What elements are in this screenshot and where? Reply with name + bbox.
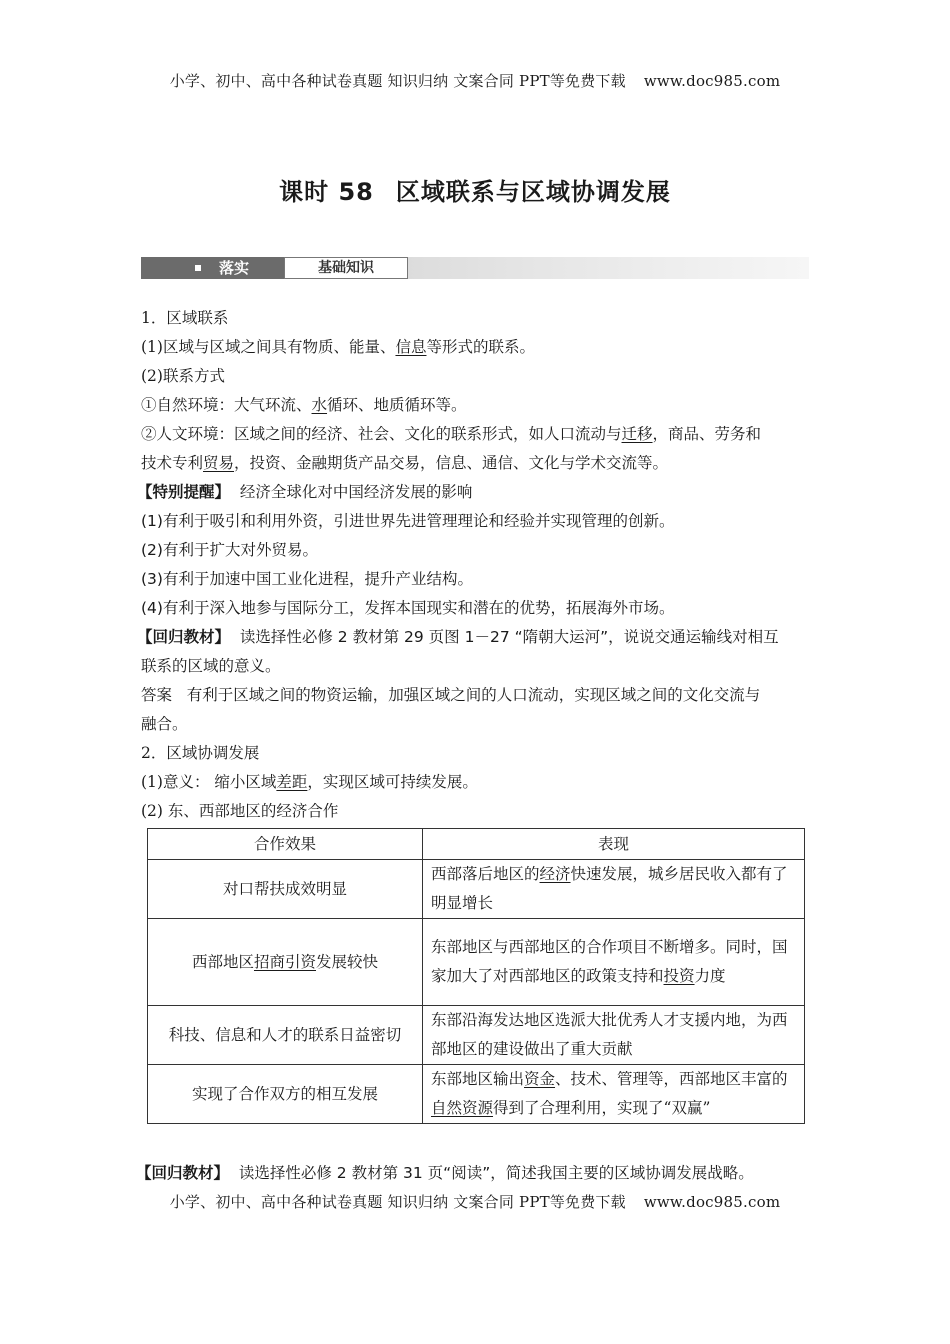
- section1-para2: (2)联系方式: [141, 367, 225, 385]
- main-content: [137, 304, 811, 1124]
- section1-para1: (1)区域与区域之间具有物质、能量、信息等形式的联系。: [141, 338, 535, 356]
- description-cell: 东部地区输出资金、技术、管理等，西部地区丰富的自然资源得到了合理利用，实现了“双赢”: [423, 1065, 805, 1124]
- table-header-row: [148, 829, 805, 860]
- tip-heading: [137, 478, 811, 507]
- tip-label: 【特别提醒】: [137, 483, 231, 501]
- cooperation-table: [147, 828, 805, 1124]
- effect-cell: 科技、信息和人才的联系日益密切: [148, 1006, 423, 1065]
- footer-text: 小学、初中、高中各种试卷真题 知识归纳 文案合同 PPT等免费下载: [169, 1193, 626, 1211]
- description-cell: 东部沿海发达地区选派大批优秀人才支援内地，为西部地区的建设做出了重大贡献: [423, 1006, 805, 1065]
- review1-label: 【回归教材】: [137, 628, 231, 646]
- effect-cell: 对口帮扶成效明显: [148, 860, 423, 919]
- review1-question-cont: 联系的区域的意义。: [141, 657, 281, 675]
- tip-item: (1)有利于吸引和利用外资，引进世界先进管理理论和经验并实现管理的创新。: [141, 512, 675, 530]
- review1-question: 【回归教材】 读选择性必修 2 教材第 29 页图 1－27 “隋朝大运河”，说说交通运输线对相互: [137, 628, 779, 646]
- square-bullet-icon: [195, 265, 201, 271]
- header-url[interactable]: www.doc985.com: [643, 72, 781, 90]
- table-row: [148, 860, 805, 919]
- table-row: [148, 1065, 805, 1124]
- section-banner: [141, 257, 809, 279]
- table-header-cell: 表现: [423, 829, 805, 860]
- page-footer: [0, 1191, 950, 1212]
- banner-light-label: 基础知识: [284, 257, 408, 279]
- tip-item: (2)有利于扩大对外贸易。: [141, 541, 318, 559]
- section1-heading: 1．区域联系: [141, 309, 229, 327]
- tip-item: (4)有利于深入地参与国际分工，发挥本国现实和潜在的优势，拓展海外市场。: [141, 599, 675, 617]
- tip-title: 经济全球化对中国经济发展的影响: [239, 483, 473, 501]
- description-cell: 西部落后地区的经济快速发展，城乡居民收入都有了明显增长: [423, 860, 805, 919]
- review2-question: 【回归教材】 读选择性必修 2 教材第 31 页“阅读”，简述我国主要的区域协调发展战略。: [136, 1164, 754, 1182]
- description-cell: 东部地区与西部地区的合作项目不断增多。同时，国家加大了对西部地区的政策支持和投资力度: [423, 919, 805, 1006]
- effect-cell: 实现了合作双方的相互发展: [148, 1065, 423, 1124]
- banner-dark-tab: [141, 257, 284, 279]
- section2-para2: (2) 东、西部地区的经济合作: [141, 802, 339, 820]
- footer-url[interactable]: www.doc985.com: [643, 1193, 781, 1211]
- review2-label: 【回归教材】: [136, 1164, 230, 1182]
- effect-cell: 西部地区招商引资发展较快: [148, 919, 423, 1006]
- review1-answer-cont: 融合。: [141, 715, 188, 733]
- section1-para4: ②人文环境：区域之间的经济、社会、文化的联系形式，如人口流动与迁移，商品、劳务和: [141, 425, 762, 443]
- lesson-topic: 区域联系与区域协调发展: [395, 178, 671, 206]
- section1-para3: ①自然环境：大气环流、水循环、地质循环等。: [141, 396, 467, 414]
- section1-para5: 技术专利贸易，投资、金融期货产品交易，信息、通信、文化与学术交流等。: [141, 454, 669, 472]
- table-header-cell: 合作效果: [148, 829, 423, 860]
- section2-heading: 2．区域协调发展: [141, 744, 260, 762]
- section2-para1: (1)意义： 缩小区域差距，实现区域可持续发展。: [141, 773, 478, 791]
- lesson-number: 课时 58: [279, 178, 374, 206]
- page-header: [0, 70, 950, 91]
- tip-item: (3)有利于加速中国工业化进程，提升产业结构。: [141, 570, 473, 588]
- answer-label: 答案: [141, 686, 173, 704]
- header-text: 小学、初中、高中各种试卷真题 知识归纳 文案合同 PPT等免费下载: [169, 72, 626, 90]
- table-row: [148, 1006, 805, 1065]
- banner-dark-label: 落实: [219, 259, 250, 277]
- review1-answer: 答案 有利于区域之间的物资运输，加强区域之间的人口流动，实现区域之间的文化交流与: [141, 686, 761, 704]
- table-row: [148, 919, 805, 1006]
- lesson-title: [0, 172, 950, 207]
